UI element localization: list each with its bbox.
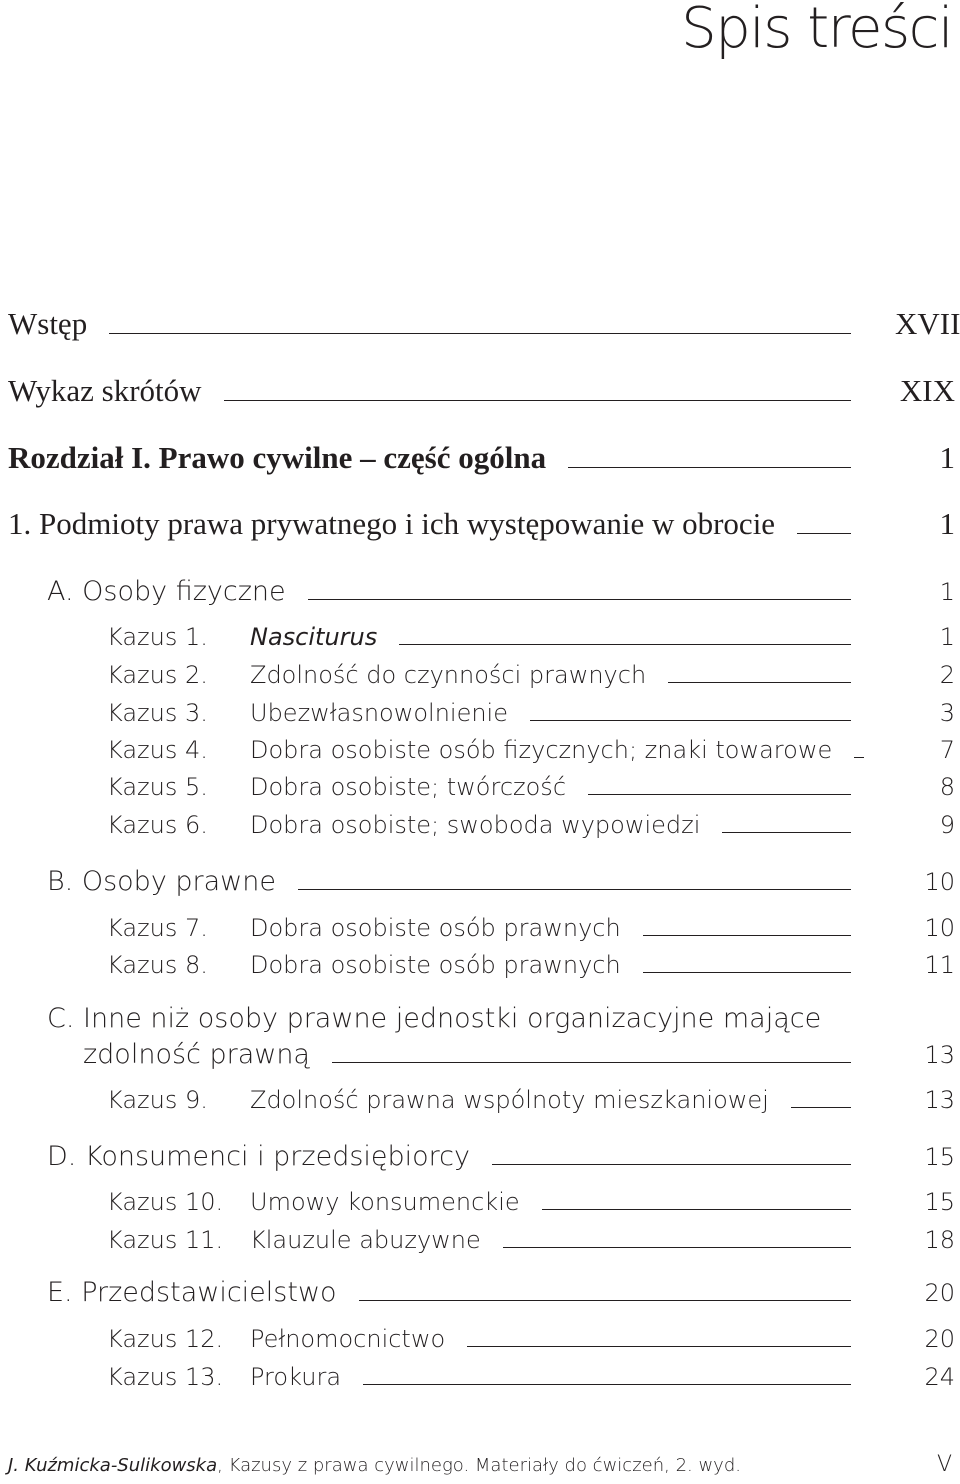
toc-page-number: 10 (924, 914, 955, 942)
leader-line (722, 832, 851, 833)
toc-kazus-1[interactable] (107, 623, 955, 651)
footer-book-title: , Kazusy z prawa cywilnego. Materiały do ćwiczeń, 2. wyd. (217, 1455, 741, 1476)
toc-page-number: 1 (939, 578, 955, 606)
leader-line (797, 533, 851, 534)
leader-line (492, 1164, 851, 1165)
toc-section-b[interactable] (47, 866, 955, 897)
toc-page-number: 24 (924, 1363, 955, 1391)
kazus-title: Dobra osobiste osób prawnych (250, 951, 621, 979)
page-footer (8, 1452, 952, 1477)
toc-page-number: 15 (924, 1188, 955, 1216)
toc-section-e[interactable] (47, 1277, 955, 1308)
leader-line (503, 1247, 851, 1248)
toc-entry-label (107, 773, 566, 801)
kazus-title: Dobra osobiste; twórczość (250, 773, 567, 801)
leader-line (399, 644, 851, 645)
leader-line (109, 333, 851, 334)
toc-kazus-9[interactable] (107, 1086, 955, 1114)
kazus-title: Ubezwłasnowolnienie (250, 699, 508, 727)
toc-entry-podmioty[interactable] (8, 506, 955, 542)
footer-author: J. Kuźmicka-Sulikowska (8, 1455, 218, 1476)
footer-citation (8, 1455, 741, 1476)
kazus-title: Prokura (250, 1363, 342, 1391)
toc-entry-label (107, 1086, 769, 1114)
toc-entry-label: Rozdział I. Prawo cywilne – część ogólna (8, 440, 547, 475)
toc-entry-label: B. Osoby prawne (47, 866, 276, 897)
toc-page-number: 15 (924, 1143, 955, 1171)
kazus-number: Kazus 6. (107, 811, 208, 839)
toc-page-number: 13 (924, 1086, 955, 1114)
toc-page-number: 1 (939, 440, 955, 475)
toc-entry-label (107, 914, 621, 942)
toc-page-number: 20 (924, 1279, 955, 1307)
toc-kazus-7[interactable] (107, 914, 955, 942)
leader-line (298, 889, 851, 890)
toc-entry-label (107, 1226, 481, 1254)
toc-page-number: 1 (939, 623, 955, 651)
toc-page-number: XIX (899, 373, 955, 408)
kazus-number: Kazus 12. (107, 1325, 224, 1353)
toc-entry-label-continued (83, 1039, 955, 1070)
toc-kazus-10[interactable] (107, 1188, 955, 1216)
leader-line (542, 1209, 851, 1210)
leader-line (643, 972, 851, 973)
toc-entry-label-line2: zdolność prawną (83, 1039, 310, 1070)
toc-page-number: XVII (895, 306, 960, 341)
leader-line (588, 794, 851, 795)
toc-entry-label (107, 699, 508, 727)
toc-entry-label: Wykaz skrótów (8, 373, 202, 408)
kazus-number: Kazus 10. (107, 1188, 224, 1216)
toc-kazus-12[interactable] (107, 1325, 955, 1353)
kazus-number: Kazus 7. (107, 914, 208, 942)
leader-line (568, 467, 851, 468)
kazus-title: Umowy konsumenckie (250, 1188, 520, 1216)
kazus-title: Pełnomocnictwo (250, 1325, 446, 1353)
kazus-title: Klauzule abuzywne (250, 1226, 481, 1254)
toc-page-number: 7 (939, 736, 955, 764)
toc-page-number: 8 (939, 773, 955, 801)
toc-kazus-3[interactable] (107, 699, 955, 727)
kazus-number: Kazus 4. (107, 736, 208, 764)
toc-page-number: 3 (939, 699, 955, 727)
kazus-number: Kazus 3. (107, 699, 208, 727)
page-folio: V (936, 1452, 952, 1477)
toc-page-number: 13 (924, 1041, 955, 1069)
toc-section-a[interactable] (47, 576, 955, 607)
toc-kazus-13[interactable] (107, 1363, 955, 1391)
kazus-number: Kazus 11. (107, 1226, 224, 1254)
toc-kazus-4[interactable] (107, 736, 955, 764)
kazus-number: Kazus 1. (107, 623, 208, 651)
kazus-number: Kazus 8. (107, 951, 208, 979)
kazus-title: Zdolność do czynności prawnych (250, 661, 647, 689)
kazus-title: Dobra osobiste osób prawnych (250, 914, 621, 942)
toc-page-number: 1 (939, 506, 955, 541)
toc-entry-label (107, 661, 646, 689)
kazus-title: Dobra osobiste; swoboda wypowiedzi (250, 811, 701, 839)
page-title: Spis treści (681, 0, 952, 61)
toc-entry-label: Wstęp (8, 306, 88, 341)
toc-entry-label: A. Osoby fizyczne (47, 576, 286, 607)
toc-entry-label (107, 951, 621, 979)
toc-entry-label (107, 1363, 341, 1391)
leader-line (308, 599, 851, 600)
toc-page-number: 20 (924, 1325, 955, 1353)
toc-kazus-5[interactable] (107, 773, 955, 801)
leader-line (224, 400, 851, 401)
toc-section-d[interactable] (47, 1141, 955, 1172)
toc-entry-label: 1. Podmioty prawa prywatnego i ich występowanie w obrocie (8, 506, 776, 541)
kazus-number: Kazus 13. (107, 1363, 224, 1391)
kazus-title: Zdolność prawna wspólnoty mieszkaniowej (250, 1086, 769, 1114)
toc-entry-label: E. Przedstawicielstwo (47, 1277, 337, 1308)
toc-entry-label: C. Inne niż osoby prawne jednostki organizacyjne mające (47, 1003, 822, 1034)
toc-entry-label (107, 1188, 520, 1216)
leader-line (643, 935, 851, 936)
toc-kazus-8[interactable] (107, 951, 955, 979)
leader-line (467, 1346, 851, 1347)
kazus-title: Nasciturus (250, 623, 378, 651)
kazus-number: Kazus 9. (107, 1086, 208, 1114)
toc-page-number: 2 (939, 661, 955, 689)
toc-kazus-6[interactable] (107, 811, 955, 839)
leader-line (791, 1107, 851, 1108)
toc-page-number: 11 (924, 951, 955, 979)
kazus-number: Kazus 2. (107, 661, 208, 689)
leader-line (363, 1384, 851, 1385)
toc-entry-wykaz-skrotow[interactable] (8, 373, 955, 409)
leader-line (530, 720, 851, 721)
toc-entry-label (107, 623, 377, 651)
toc-page-number: 18 (924, 1226, 955, 1254)
toc-page-number: 10 (924, 868, 955, 896)
leader-line (359, 1300, 851, 1301)
toc-entry-rozdzial-1[interactable] (8, 440, 955, 476)
toc-page-number: 9 (939, 811, 955, 839)
toc-entry-label: D. Konsumenci i przedsiębiorcy (47, 1141, 470, 1172)
leader-line (854, 757, 864, 758)
leader-line (668, 682, 851, 683)
kazus-title: Dobra osobiste osób fizycznych; znaki towarowe (250, 736, 833, 764)
leader-line (332, 1062, 851, 1063)
toc-entry-label (107, 736, 832, 764)
toc-kazus-2[interactable] (107, 661, 955, 689)
kazus-number: Kazus 5. (107, 773, 208, 801)
toc-entry-label (107, 811, 700, 839)
toc-kazus-11[interactable] (107, 1226, 955, 1254)
toc-entry-wstep[interactable] (8, 306, 960, 342)
toc-entry-label (107, 1325, 445, 1353)
